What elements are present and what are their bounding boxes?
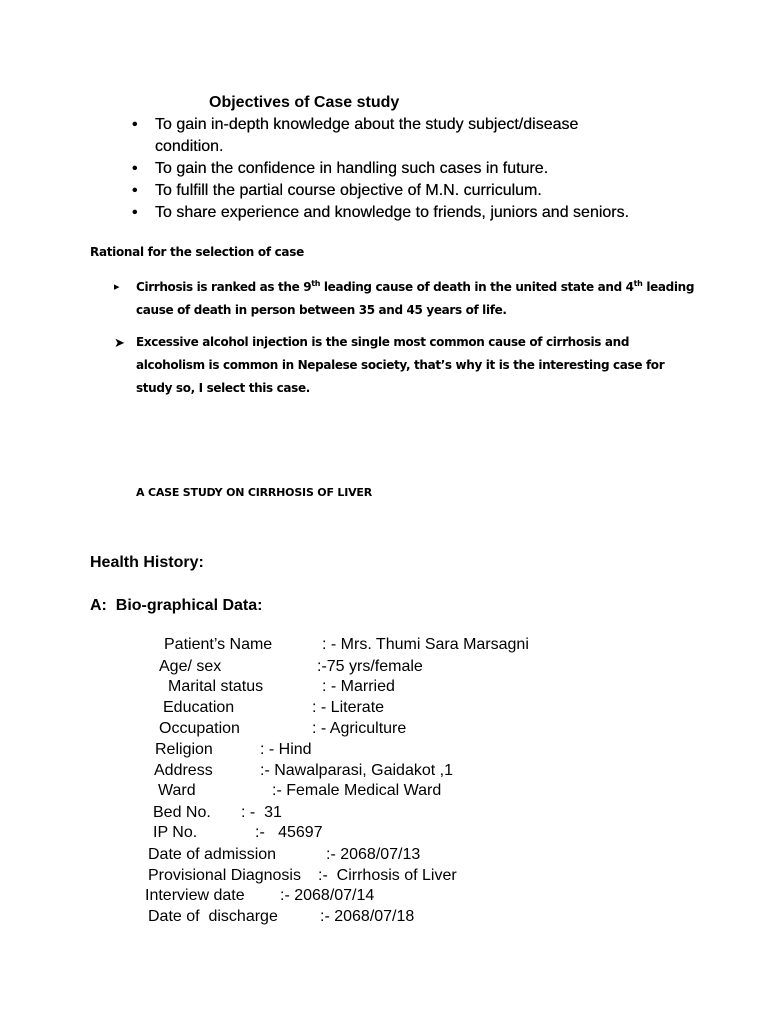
bio-label: Bed No. bbox=[153, 804, 211, 821]
bio-value: :- Nawalparasi, Gaidakot ,1 bbox=[260, 762, 453, 779]
bio-value: :-75 yrs/female bbox=[317, 658, 423, 675]
bio-label: Patient’s Name bbox=[164, 636, 273, 653]
bio-label: Ward bbox=[158, 782, 196, 799]
bio-value: :- 2068/07/18 bbox=[320, 908, 415, 925]
bio-value: : - Mrs. Thumi Sara Marsagni bbox=[322, 636, 529, 653]
bio-value: : - 31 bbox=[241, 804, 282, 821]
bio-value: : - Literate bbox=[312, 699, 385, 716]
bio-value: : - Agriculture bbox=[312, 720, 407, 737]
bio-label: Interview date bbox=[145, 887, 245, 904]
bio-data-heading: A: Bio-graphical Data: bbox=[90, 597, 263, 614]
objectives-list bbox=[130, 114, 690, 224]
bio-label: Address bbox=[154, 762, 213, 779]
arrowhead-bullet-icon: ➤ bbox=[114, 335, 125, 350]
bio-label: Occupation bbox=[159, 720, 240, 737]
objectives-title: Objectives of Case study bbox=[209, 94, 400, 111]
bio-label: Religion bbox=[155, 741, 213, 758]
bio-value: : - Hind bbox=[260, 741, 312, 758]
bio-label: Date of discharge bbox=[148, 908, 278, 925]
bio-value: :- 45697 bbox=[255, 824, 323, 841]
bio-label: Age/ sex bbox=[159, 658, 222, 675]
bio-label: Education bbox=[163, 699, 235, 716]
bio-value: :- Female Medical Ward bbox=[272, 782, 442, 799]
objective-item: • To fulfill the partial course objective of M.N. curriculum. bbox=[130, 180, 690, 202]
objective-item: • To gain in-depth knowledge about the study subject/disease condition. bbox=[130, 114, 625, 158]
rational-heading: Rational for the selection of case bbox=[90, 245, 304, 259]
bio-label: Date of admission bbox=[148, 846, 277, 863]
rational-point-2: Excessive alcohol injection is the single most common cause of cirrhosis and alcoholism is common in Nepalese society, that’s why it is the interesting case for study so, I select this case. bbox=[136, 335, 665, 395]
bio-label: Provisional Diagnosis bbox=[148, 867, 301, 884]
objective-item: • To gain the confidence in handling such cases in future. bbox=[130, 158, 690, 180]
bio-value: :- 2068/07/14 bbox=[280, 887, 375, 904]
bio-value: : - Married bbox=[322, 678, 395, 695]
triangle-bullet-icon: ▸ bbox=[114, 281, 120, 293]
health-history-heading: Health History: bbox=[90, 554, 204, 571]
bio-label: Marital status bbox=[168, 678, 264, 695]
objective-item: • To share experience and knowledge to friends, juniors and seniors. bbox=[130, 202, 690, 224]
bio-value: :- 2068/07/13 bbox=[326, 846, 421, 863]
bio-label: IP No. bbox=[153, 824, 198, 841]
bio-value: :- Cirrhosis of Liver bbox=[318, 867, 457, 884]
case-study-title: A CASE STUDY ON CIRRHOSIS OF LIVER bbox=[136, 486, 372, 499]
rational-point-1: Cirrhosis is ranked as the 9th leading cause of death in the united state and 4th leading cause of death in person between 35 and 45 years of life. bbox=[136, 279, 695, 317]
